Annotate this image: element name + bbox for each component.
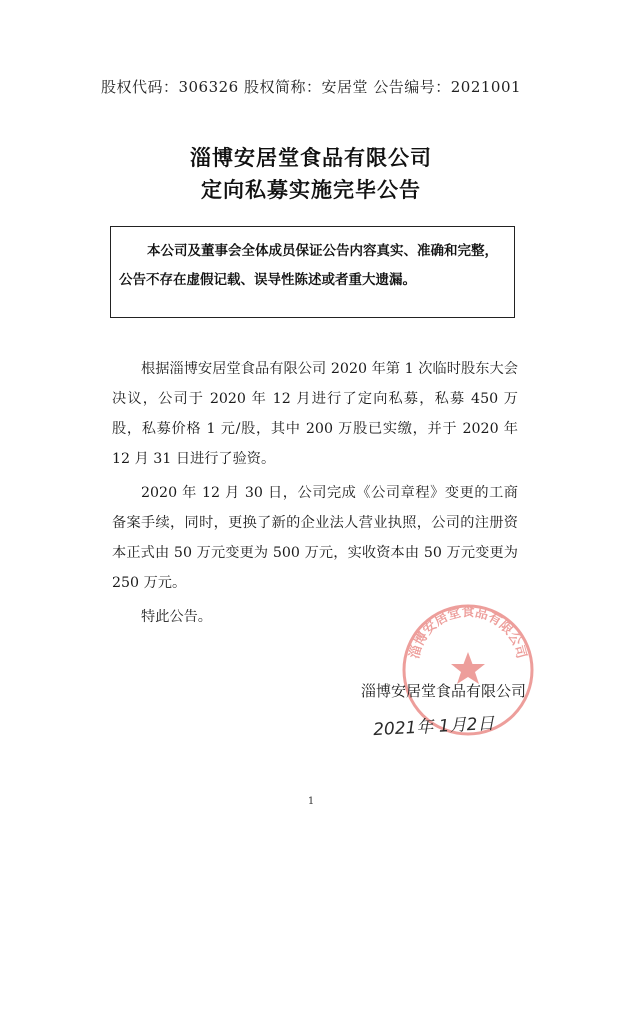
seal-text: 淄博安居堂食品有限公司	[407, 605, 529, 661]
svg-text:淄博安居堂食品有限公司	[406, 604, 529, 660]
body-paragraph-3: 特此公告。	[141, 609, 212, 625]
disclaimer-box	[110, 226, 515, 318]
announcement-body	[112, 354, 518, 636]
body-paragraph-2: 2020 年 12 月 30 日，公司完成《公司章程》变更的工商备案手续，同时，更换了新的企业法人营业执照，公司的注册资本正式由 50 万元变更为 500 万元，实收资本由 50 万元变更为 250 万元。	[112, 485, 518, 591]
body-paragraph-1: 根据淄博安居堂食品有限公司 2020 年第 1 次临时股东大会决议，公司于 2020 年 12 月进行了定向私募，私募 450 万股，私募价格 1 元/股，其中 200 万股已实缴，并于 2020 年 12 月 31 日进行了验资。	[112, 361, 518, 467]
disclaimer-line-1: 本公司及董事会全体成员保证公告内容真实、准确和完整，	[147, 243, 498, 259]
signing-company: 淄博安居堂食品有限公司	[360, 682, 526, 700]
handwritten-date: 2021年 1月2日	[372, 713, 495, 741]
company-title: 淄博安居堂食品有限公司	[190, 145, 432, 170]
page-number: 1	[307, 796, 315, 807]
stock-code-line: 股权代码：306326 股权简称：安居堂 公告编号：2021001	[100, 78, 522, 96]
disclaimer-line-2: 公告不存在虚假记载、误导性陈述或者重大遗漏。	[119, 272, 416, 288]
announcement-title: 定向私募实施完毕公告	[201, 177, 421, 202]
